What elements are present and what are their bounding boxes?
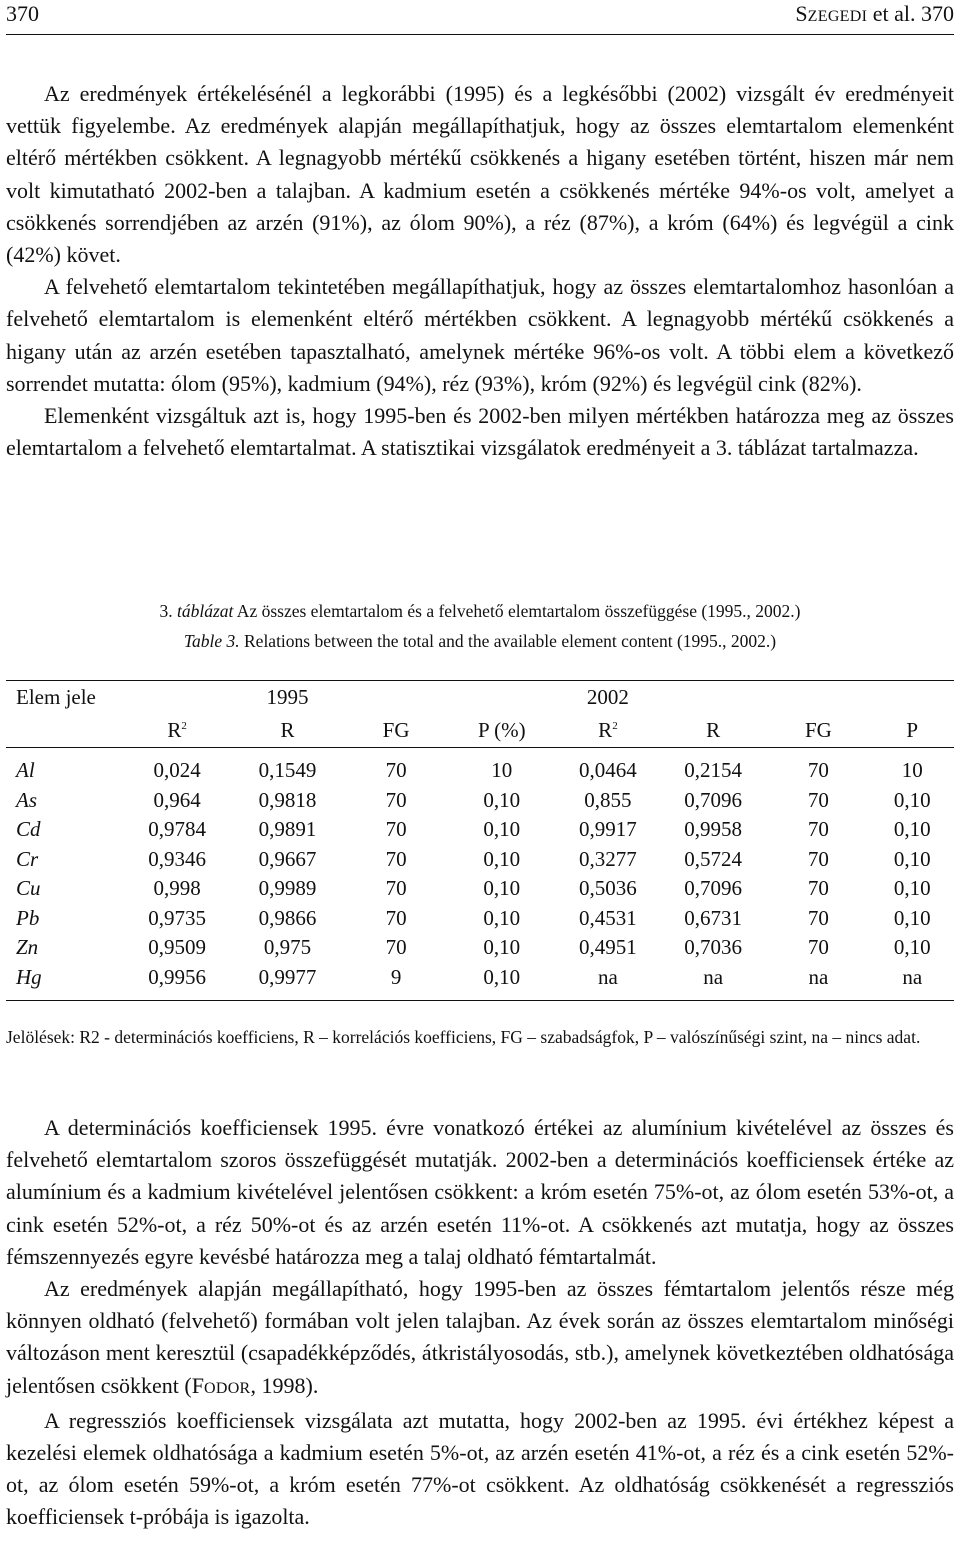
- table-cell: na: [871, 963, 955, 1001]
- table-cell: 70: [807, 935, 829, 960]
- table-cell: 0,10: [483, 817, 521, 842]
- table-cell: 0,975: [263, 935, 312, 960]
- header-r-2002: R: [660, 714, 766, 748]
- table-footnote: Jelölések: R2 - determinációs koefficiens, R – korrelációs koefficiens, FG – szabadságfok, P – valószínűségi szint, na – nincs adat.: [6, 1027, 921, 1047]
- table-cell: 70: [385, 876, 407, 901]
- table-cell: 70: [385, 758, 407, 783]
- table-cell: 10: [901, 758, 923, 783]
- header-p-1995: P (%): [448, 714, 556, 748]
- cell-element: Pb: [16, 905, 40, 930]
- table-cell: 70: [385, 905, 407, 930]
- table-cell: 0,9958: [684, 817, 743, 842]
- citation-smallcaps: ODOR: [203, 1379, 251, 1397]
- cell-element: Hg: [6, 963, 124, 1001]
- table-cell: 0,4531: [579, 905, 637, 930]
- header-r-1995: R: [231, 714, 345, 748]
- table-header-row: [6, 681, 954, 715]
- table-cell: 0,10: [483, 787, 521, 812]
- table-cell: 70: [807, 787, 829, 812]
- table-row: [6, 845, 954, 875]
- table-cell: 70: [807, 905, 829, 930]
- running-header: [6, 0, 954, 34]
- table-cell: 0,10: [483, 876, 521, 901]
- table-cell: 0,4951: [579, 935, 637, 960]
- table-cell: 70: [385, 935, 407, 960]
- table-cell: 0,9818: [258, 787, 317, 812]
- table-cell: 0,7036: [684, 935, 743, 960]
- caption-text: Az összes elemtartalom és a felvehető elemtartalom összefüggése (1995., 2002.): [233, 601, 801, 621]
- header-r2-2002: $R^2$: [556, 714, 660, 748]
- table-cell: 0,9956: [124, 963, 231, 1001]
- table-cell: 0,9784: [148, 817, 206, 842]
- cell-element: Al: [16, 758, 35, 783]
- body-text-top: [6, 78, 954, 464]
- table-subheader-row: [6, 714, 954, 748]
- table-cell: 0,998: [153, 876, 201, 901]
- running-title: [795, 0, 954, 31]
- table-cell: 0,10: [893, 846, 931, 871]
- table-cell: 0,9866: [258, 905, 317, 930]
- table-cell: 0,855: [584, 787, 632, 812]
- table-cell: 0,10: [893, 787, 931, 812]
- paragraph: Elemenként vizsgáltuk azt is, hogy 1995-ben és 2002-ben milyen mértékben határozza meg az összes elemtartalom a felvehető elemtartalmat. A statisztikai vizsgálatok eredményeit a 3. táblázat tartalmazza.: [6, 403, 954, 461]
- caption-english: [6, 626, 954, 656]
- table-cell: 0,7096: [684, 876, 743, 901]
- table-cell: 70: [807, 758, 829, 783]
- caption-label: táblázat: [176, 601, 234, 621]
- cell-element: Cd: [16, 817, 41, 842]
- table-cell: 0,9509: [148, 935, 206, 960]
- table-cell: 0,9977: [231, 963, 345, 1001]
- table-cell: na: [556, 963, 660, 1001]
- caption-number: 3.: [159, 601, 177, 621]
- table-cell: 70: [385, 787, 407, 812]
- table-cell: 0,10: [893, 935, 931, 960]
- table-cell: 0,5036: [579, 876, 637, 901]
- table-cell: 0,0464: [579, 758, 637, 783]
- table-cell: 0,9735: [148, 905, 206, 930]
- table-cell: 0,10: [893, 876, 931, 901]
- table-cell: 0,9346: [148, 846, 206, 871]
- table-cell: 0,024: [153, 758, 201, 783]
- table-cell: 0,9989: [258, 876, 317, 901]
- table-cell: 0,2154: [684, 758, 743, 783]
- cell-element: As: [16, 787, 37, 812]
- paragraph: A felvehető elemtartalom tekintetében megállapíthatjuk, hogy az összes elemtartalomhoz hasonlóan a felvehető elemtartalom is elemenként eltérő mértékben csökkent. A legnagyobb mértékű csökkenés a higany után az arzén esetében tapasztalható, amelynek mértéke 96%-os volt. A többi elem a következő sorrendet mutatta: ólom (95%), kadmium (94%), réz (93%), króm (92%) és legvégül cink (82%).: [6, 274, 954, 396]
- caption-text-en: Relations between the total and the available element content (1995., 2002.): [239, 631, 777, 651]
- table-body: [6, 748, 954, 1001]
- caption-label-en: Table 3.: [183, 631, 240, 651]
- header-elem: Elem jele: [6, 681, 124, 715]
- table-cell: 0,10: [483, 846, 521, 871]
- table-cell: 0,1549: [258, 758, 317, 783]
- header-r2-1995: $R^2$: [124, 714, 231, 748]
- table-cell: 0,10: [483, 905, 521, 930]
- page-number: 370: [6, 1, 39, 26]
- table-row: [6, 933, 954, 963]
- author-smallcaps: ZEGEDI: [807, 8, 868, 25]
- cell-element: Zn: [16, 935, 39, 960]
- table-cell: 0,3277: [579, 846, 637, 871]
- table-cell: 70: [385, 846, 407, 871]
- paragraph: Az eredmények értékelésénél a legkorábbi (1995) és a legkésőbbi (2002) vizsgált év eredményeit vettük figyelembe. Az eredmények alapján megállapíthatjuk, hogy az összes elemtartalom elemenként eltérő mértékben csökkent. A legnagyobb mértékű csökkenés a higany esetében történt, hiszen már nem volt kimutatható 2002-ben a talajban. A kadmium esetén a csökkenés mértéke 94%-os volt, amelyet a csökkenés sorrendjében az arzén (91%), az ólom 90%), a réz (87%), a króm (64%) és legvégül a cink (42%) követ.: [6, 81, 954, 268]
- table-cell: 70: [385, 817, 407, 842]
- author-suffix: et al. 370: [867, 1, 954, 26]
- table-row: [6, 874, 954, 904]
- header-year-1995: 1995: [231, 681, 345, 715]
- paragraph: A determinációs koefficiensek 1995. évre vonatkozó értékei az alumínium kivételével az összes és felvehető elemtartalom szoros összefüggését mutatják. 2002-ben a determinációs koefficiensek értéke az alumínium és a kadmium kivételével jelentősen csökkent: a króm esetén 75%-ot, az ólom esetén 53%-ot, a cink esetén 52%-ot, a réz 50%-ot és az arzén esetén 11%-ot. A csökkenés azt mutatja, hogy az összes fémszennyezés egyre kevésbé határozza meg a talaj oldható fémtartalmát.: [6, 1115, 954, 1269]
- table-cell: 10: [491, 758, 513, 783]
- table-cell: 70: [807, 817, 829, 842]
- table-cell: 0,10: [483, 935, 521, 960]
- body-text-bottom: [6, 1112, 954, 1534]
- cell-element: Cr: [16, 846, 39, 871]
- table-cell: 0,6731: [684, 905, 743, 930]
- cell-element: Cu: [16, 876, 41, 901]
- table-cell: 9: [344, 963, 447, 1001]
- header-rule: [6, 34, 954, 35]
- paragraph: A regressziós koefficiensek vizsgálata azt mutatta, hogy 2002-ben az 1995. évi értékhez képest a kezelési elemek oldhatósága a kadmium esetén 5%-ot, az arzén esetén 41%-ot, a réz és a cink esetén 52%-ot, az ólom esetén 59%-ot, a króm esetén 77%-ot csökkent. Az oldhatóság csökkenését a regressziós koefficiensek t-próbája is igazolta.: [6, 1407, 954, 1530]
- header-p-2002: P: [871, 714, 955, 748]
- table-row: [6, 904, 954, 934]
- table-cell: 0,10: [893, 817, 931, 842]
- data-table: [6, 680, 954, 1001]
- table-cell: 0,9891: [258, 817, 317, 842]
- header-fg-1995: FG: [344, 714, 447, 748]
- caption-hungarian: [6, 596, 954, 626]
- citation-initial: F: [191, 1372, 204, 1398]
- table-cell: 0,5724: [684, 846, 743, 871]
- table-cell: na: [766, 963, 870, 1001]
- table-row: [6, 815, 954, 845]
- paragraph: Az eredmények alapján megállapítható, hogy 1995-ben az összes fémtartalom jelentős része még könnyen oldható (felvehető) formában volt jelen talajban. Az évek során az összes elemtartalom minőségi változáson ment keresztül (csapadékképződés, átkristályosodás, stb.), amelynek következtében oldhatósága jelentősen csökkent (FODOR, 1998).: [6, 1276, 954, 1398]
- table-cell: 0,10: [448, 963, 556, 1001]
- header-fg-2002: FG: [766, 714, 870, 748]
- table-cell: 0,964: [153, 787, 201, 812]
- table-caption: [6, 596, 954, 656]
- table-row: [6, 963, 954, 1001]
- header-year-2002: 2002: [556, 681, 660, 715]
- table-cell: 0,9667: [258, 846, 317, 871]
- author-initial: S: [795, 1, 808, 26]
- table-cell: 70: [807, 876, 829, 901]
- table-cell: 0,10: [893, 905, 931, 930]
- table-cell: na: [660, 963, 766, 1001]
- table-cell: 0,7096: [684, 787, 743, 812]
- table-cell: 70: [807, 846, 829, 871]
- table-cell: 0,9917: [579, 817, 637, 842]
- table-row: [6, 786, 954, 816]
- table-row: [6, 748, 954, 786]
